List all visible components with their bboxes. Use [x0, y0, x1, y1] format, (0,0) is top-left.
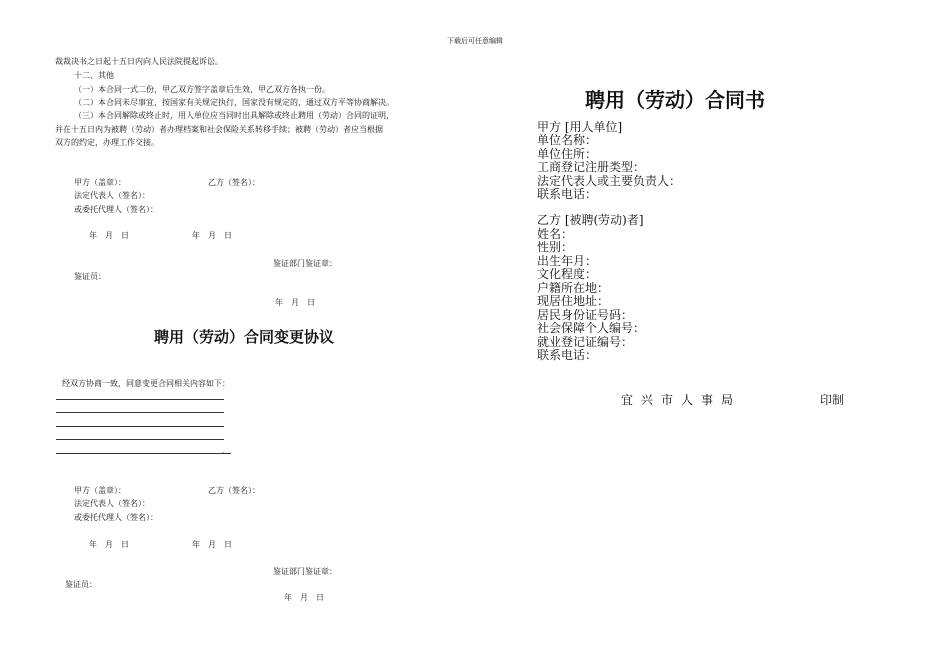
registration-type-field: 工商登记注册类型：: [537, 160, 646, 174]
blank-line: [56, 453, 231, 454]
paragraph-line: 双方的约定，办理工作交接。: [55, 138, 159, 147]
paragraph-line: （一）本合同一式二份，甲乙双方签字盖章后生效，甲乙双方各执一份。: [74, 85, 330, 94]
legal-rep-field: 法定代表人或主要负责人：: [537, 174, 682, 188]
blank-line: [56, 426, 224, 427]
date-party-b: 年 月 日: [192, 540, 232, 549]
date-authority: 年 月 日: [275, 298, 315, 307]
date-party-b: 年 月 日: [192, 231, 232, 240]
party-b-sign-label: 乙方（签名）：: [208, 486, 260, 495]
printed-label: 印制: [820, 393, 845, 407]
paragraph-line: （二）本合同未尽事宜，按国家有关规定执行，国家没有规定的，通过双方平等协商解决。: [74, 98, 394, 107]
header-note: 下载后可任意编辑: [447, 37, 503, 45]
issuer-name: 宜兴市人事局: [621, 393, 742, 407]
paragraph-line: 裁裁决书之日起十五日内向人民法院提起诉讼。: [55, 57, 223, 66]
date-party-a: 年 月 日: [89, 540, 129, 549]
name-field: 姓名：: [537, 227, 574, 241]
authority-seal-label: 鉴证部门鉴证章：: [273, 567, 337, 576]
paragraph-line: 并在十五日内为被聘（劳动）者办理档案和社会保险关系转移手续；被聘（劳动）者应当根据: [55, 125, 383, 134]
agent-label: 或委托代理人（签名）：: [74, 513, 158, 522]
phone-field-a: 联系电话：: [537, 187, 598, 201]
authority-seal-label: 鉴证部门鉴证章：: [273, 259, 337, 268]
party-a-heading: 甲方 [用人单位]: [537, 120, 623, 134]
verifier-label: 鉴证员：: [65, 580, 97, 589]
unit-name-field: 单位名称：: [537, 133, 598, 147]
current-address-field: 现居住地址：: [537, 294, 610, 308]
party-a-seal-label: 甲方（盖章）：: [74, 178, 126, 187]
date-authority: 年 月 日: [284, 593, 324, 602]
contract-title: 聘用（劳动）合同书: [585, 88, 765, 112]
verifier-label: 鉴证员：: [74, 272, 106, 281]
agent-label: 或委托代理人（签名）：: [74, 205, 158, 214]
social-security-field: 社会保障个人编号：: [537, 321, 646, 335]
party-b-sign-label: 乙方（签名）：: [208, 178, 260, 187]
end-mark: 。: [222, 448, 229, 455]
gender-field: 性别：: [537, 240, 574, 254]
hukou-field: 户籍所在地：: [537, 281, 610, 295]
date-party-a: 年 月 日: [89, 231, 129, 240]
party-b-heading: 乙方 [被聘(劳动)者]: [537, 213, 644, 227]
blank-line: [56, 439, 224, 440]
paragraph-line: （三）本合同解除或终止时，用人单位应当同时出具解除或终止聘用（劳动）合同的证明，: [74, 111, 394, 120]
education-field: 文化程度：: [537, 267, 598, 281]
legal-rep-label: 法定代表人（签名）：: [74, 499, 150, 508]
legal-rep-label: 法定代表人（签名）：: [74, 191, 150, 200]
party-a-seal-label: 甲方（盖章）：: [74, 486, 126, 495]
phone-field-b: 联系电话：: [537, 348, 598, 362]
change-agreement-title: 聘用（劳动）合同变更协议: [154, 328, 335, 346]
birth-date-field: 出生年月：: [537, 254, 598, 268]
section-heading-other: 十二、其他: [74, 71, 114, 80]
unit-address-field: 单位住所：: [537, 147, 598, 161]
blank-line: [56, 399, 224, 400]
id-number-field: 居民身份证号码：: [537, 308, 634, 322]
change-agreement-intro: 经双方协商一致，同意变更合同相关内容如下：: [62, 379, 230, 388]
blank-line: [56, 412, 224, 413]
employment-reg-field: 就业登记证编号：: [537, 335, 634, 349]
